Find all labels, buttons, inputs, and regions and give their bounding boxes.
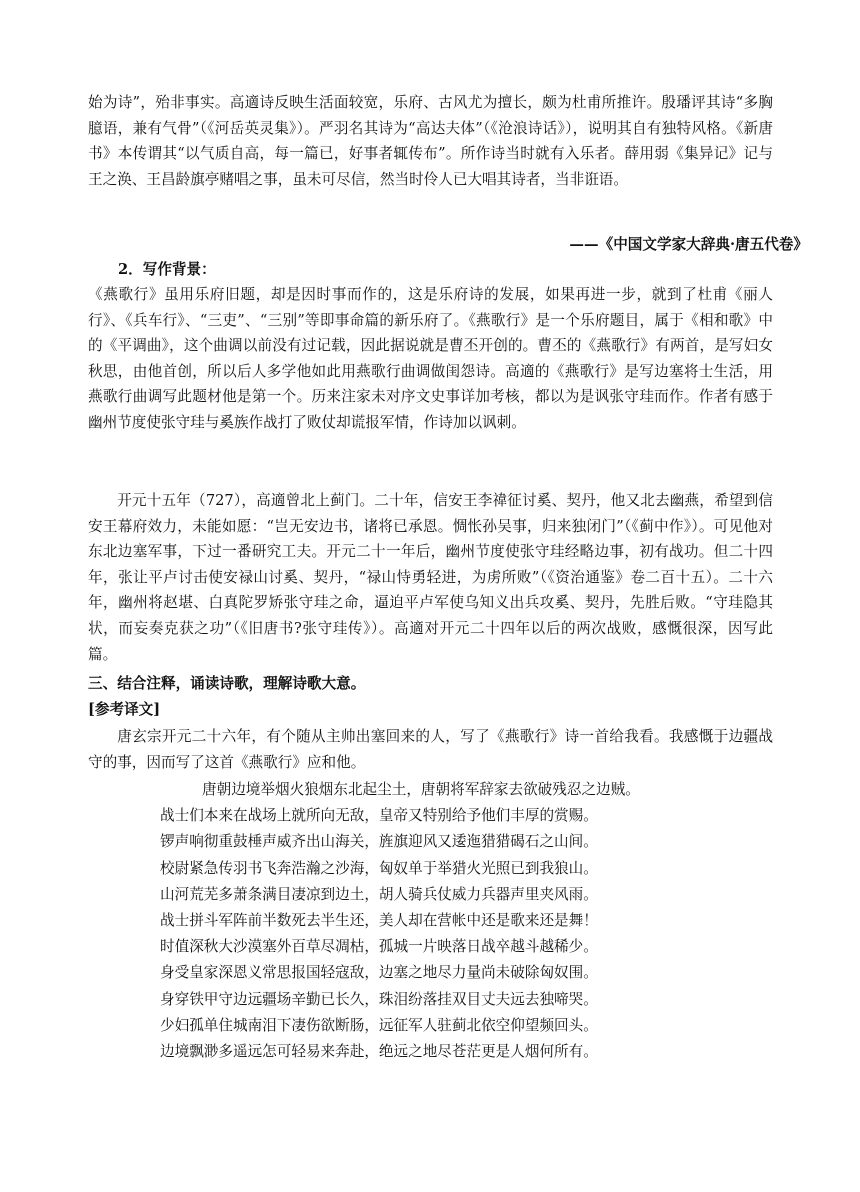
poem-line: 战士拼斗军阵前半数死去半生还，美人却在营帐中还是歌来还是舞！ [160, 911, 598, 929]
poem-line: 少妇孤单住城南泪下凄伤欲断肠，远征军人驻蓟北依空仰望频回头。 [160, 1016, 598, 1034]
intro-paragraph: 始为诗”，殆非事实。高適诗反映生活面较宽，乐府、古风尤为擅长，颇为杜甫所推许。殷璠评其诗“多胸臆语，兼有气骨”（《河岳英灵集》）。严羽名其诗为“高达夫体”（《沧浪诗话》），说明其自有独特风格。《新唐书》本传谓其“以气质自高，每一篇已，好事者辄传布”。所作诗当时就有入乐者。薛用弱《集异记》记与王之涣、王昌龄旗亭赌唱之事，虽未可尽信，然当时伶人已大唱其诗者，当非诳语。 [88, 94, 773, 188]
history-paragraph: 开元十五年（727），高適曾北上蓟门。二十年，信安王李禕征讨奚、契丹，他又北去幽燕，希望到信安王幕府效力，未能如愿：“岂无安边书，诸将已承恩。惆怅孙吴事，归来独闭门”（《蓟中作》）。可见他对东北边塞军事，下过一番研究工夫。开元二十一年后，幽州节度使张守珪经略边事，初有战功。但二十四年，张让平卢讨击使安禄山讨奚、契丹，“禄山恃勇轻进，为虏所败”（《资治通鉴》卷二百十五）。二十六年，幽州将赵堪、白真陀罗矫张守珪之命，逼迫平卢军使乌知义出兵攻奚、契丹，先胜后败。“守珪隐其状，而妄奏克获之功”（《旧唐书?张守珪传》）。高適对开元二十四年以后的两次战败，感慨很深，因写此篇。 [88, 492, 773, 663]
poem-line: 身穿铁甲守边远疆场辛勤已长久，珠泪纷落挂双目丈夫远去独啼哭。 [160, 990, 598, 1008]
background-paragraph: 《燕歌行》虽用乐府旧题，却是因时事而作的，这是乐府诗的发展，如果再进一步，就到了杜甫《丽人行》、《兵车行》、“三吏”、“三别”等即事命篇的新乐府了。《燕歌行》是一个乐府题目，属于《相和歌》中的《平调曲》，这个曲调以前没有过记载，因此据说就是曹丕开创的。曹丕的《燕歌行》有两首，是写妇女秋思，由他首创，所以后人多学他如此用燕歌行曲调做闺怨诗。高適的《燕歌行》是写边塞将士生活，用燕歌行曲调写此题材他是第一个。历来注家未对序文史事详加考核，都以为是讽张守珪而作。作者有感于幽州节度使张守珪与奚族作战打了败仗却谎报军情，作诗加以讽刺。 [88, 286, 773, 431]
section-2-heading: 2．写作背景： [118, 261, 216, 278]
poem-line: 身受皇家深恩义常思报国轻寇敌，边塞之地尽力量尚未破除匈奴围。 [160, 964, 598, 982]
poem-line: 唐朝边境举烟火狼烟东北起尘土，唐朝将军辞家去欲破残忍之边贼。 [202, 781, 640, 798]
source-citation: ——《中国文学家大辞典·唐五代卷》 [569, 236, 808, 253]
poem-translation [160, 777, 720, 1065]
reference-translation-heading: [参考译文] [88, 701, 161, 718]
poem-line: 边境飘渺多遥远怎可轻易来奔赴，绝远之地尽苍茫更是人烟何所有。 [160, 1042, 598, 1060]
poem-line: 锣声响彻重鼓棰声威齐出山海关，旌旗迎风又逶迤猎猎碣石之山间。 [160, 833, 598, 851]
poem-line: 山河荒芜多萧条满目凄凉到边土，胡人骑兵仗威力兵器声里夹风雨。 [160, 885, 598, 903]
poem-line: 战士们本来在战场上就所向无敌，皇帝又特别给予他们丰厚的赏赐。 [160, 807, 598, 825]
poem-line: 时值深秋大沙漠塞外百草尽凋枯，孤城一片映落日战卒越斗越稀少。 [160, 938, 598, 956]
poem-line: 校尉紧急传羽书飞奔浩瀚之沙海，匈奴单于举猎火光照已到我狼山。 [160, 859, 598, 877]
preface-translation: 唐玄宗开元二十六年，有个随从主帅出塞回来的人，写了《燕歌行》诗一首给我看。我感慨于边疆战守的事，因而写了这首《燕歌行》应和他。 [88, 728, 773, 771]
section-3-heading: 三、结合注释，诵读诗歌，理解诗歌大意。 [88, 675, 366, 692]
